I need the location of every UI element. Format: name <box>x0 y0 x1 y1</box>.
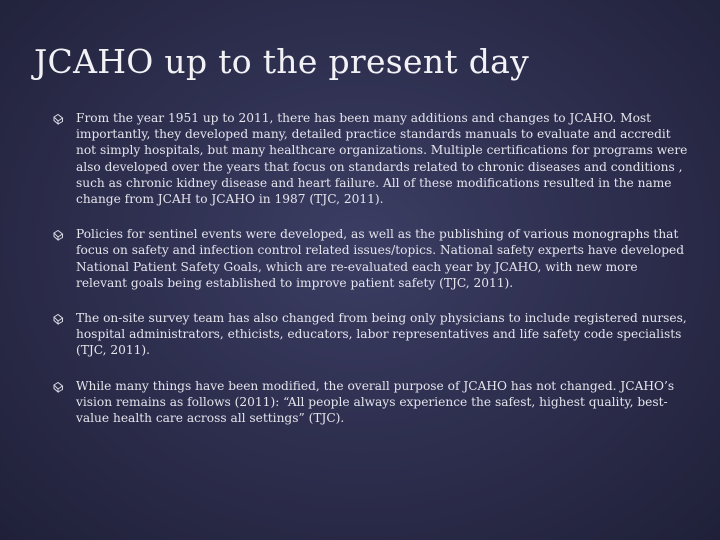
bullet-text: The on-site survey team has also changed from being only physicians to include registered nurses, hospital administrators, ethicists, educators, labor representatives and life safety code specialists (TJC, 2011). <box>76 311 687 358</box>
slide-title: JCAHO up to the present day <box>34 42 530 81</box>
bullet-item <box>52 110 692 207</box>
bullet-item <box>52 310 692 359</box>
bullet-item <box>52 226 692 291</box>
tilted-cube-bullet-icon <box>52 113 64 125</box>
tilted-cube-bullet-icon <box>52 381 64 393</box>
bullet-text: From the year 1951 up to 2011, there has been many additions and changes to JCAHO. Most importantly, they developed many, detailed practice standards manuals to evaluate and accredit not simply hospitals, but many healthcare organizations. Multiple certifications for programs were also developed over the years that focus on standards related to chronic diseases and conditions , such as chronic kidney disease and heart failure. All of these modifications resulted in the name change from JCAH to JCAHO in 1987 (TJC, 2011). <box>76 111 688 207</box>
bullet-item <box>52 378 692 427</box>
tilted-cube-bullet-icon <box>52 229 64 241</box>
bullet-text: Policies for sentinel events were developed, as well as the publishing of various monographs that focus on safety and infection control related issues/topics. National safety experts have developed National Patient Safety Goals, which are re-evaluated each year by JCAHO, with new more relevant goals being established to improve patient safety (TJC, 2011). <box>76 227 685 290</box>
bullet-list <box>52 110 692 426</box>
tilted-cube-bullet-icon <box>52 313 64 325</box>
bullet-text: While many things have been modified, the overall purpose of JCAHO has not changed. JCAHO’s vision remains as follows (2011): “All people always experience the safest, highest quality, best-value health care across all settings” (TJC). <box>76 378 675 426</box>
